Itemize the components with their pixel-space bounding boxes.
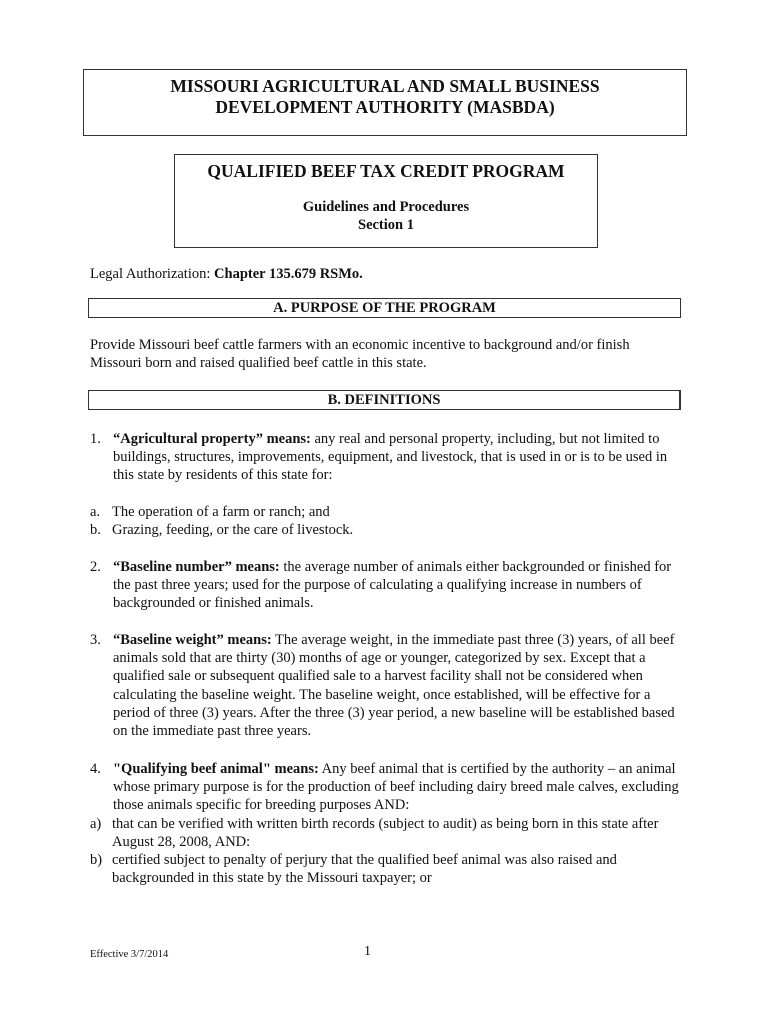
program-title-box	[174, 154, 598, 248]
definition-number: 1.	[90, 431, 101, 447]
organization-header-box	[83, 69, 687, 136]
organization-name-line2: DEVELOPMENT AUTHORITY (MASBDA)	[215, 97, 555, 117]
definition-item-4	[90, 760, 690, 815]
definition-1-sub-b	[90, 521, 680, 539]
definition-text: any real and personal property, including, but not limited to buildings, structures, improvements, equipment, and livestock, that is used in or is to be used in this state by residents of this state for:	[113, 431, 668, 484]
sub-item-label: a.	[90, 504, 101, 520]
definition-term: “Baseline number” means:	[113, 559, 280, 575]
legal-authorization-label: Legal Authorization:	[90, 266, 215, 282]
program-title: QUALIFIED BEEF TAX CREDIT PROGRAM	[207, 161, 565, 181]
definition-term: “Agricultural property” means:	[113, 431, 311, 447]
legal-authorization-value: Chapter 135.679 RSMo.	[214, 266, 363, 282]
definition-term: “Baseline weight” means:	[113, 632, 272, 648]
section-a-heading: A. PURPOSE OF THE PROGRAM	[88, 298, 681, 318]
definition-1-sub-a	[90, 503, 680, 521]
sub-item-label: b)	[90, 852, 103, 868]
organization-name-line1: MISSOURI AGRICULTURAL AND SMALL BUSINESS	[170, 76, 600, 96]
definition-number: 2.	[90, 559, 101, 575]
program-subtitle: Guidelines and Procedures	[302, 199, 470, 215]
sub-item-text: that can be verified with written birth records (subject to audit) as being born in this state after August 28, 2008, AND:	[112, 816, 659, 851]
definition-item-2	[90, 558, 690, 613]
effective-date: Effective 3/7/2014	[90, 949, 169, 960]
sub-item-text: certified subject to penalty of perjury that the qualified beef animal was also raised and backgrounded in this state by the Missouri taxpayer; or	[112, 852, 617, 887]
program-section-label: Section 1	[358, 217, 414, 233]
definition-text: The average weight, in the immediate past three (3) years, of all beef animals sold that are thirty (30) months of age or younger, categorized by sex. Except that a qualified sale or subsequent qualified sale to a harvest facility shall not be considered when calculating the baseline weight. The baseline weight, once established, will be effective for a period of three (3) years. After the three (3) year period, a new baseline will be established based on the immediate past three years.	[113, 632, 675, 740]
definition-4-sub-b	[90, 851, 690, 887]
section-a-text: Provide Missouri beef cattle farmers with an economic incentive to background and/or finish Missouri born and raised qualified beef cattle in this state.	[90, 337, 630, 372]
legal-authorization	[90, 265, 363, 283]
definition-text: the average number of animals either backgrounded or finished for the past three years; used for the purpose of calculating a qualifying increase in numbers of backgrounded or finished animals.	[113, 559, 672, 612]
definition-item-1	[90, 430, 690, 485]
section-b-heading: B. DEFINITIONS	[88, 390, 681, 410]
sub-item-text: Grazing, feeding, or the care of livestock.	[112, 522, 354, 538]
definition-text: Any beef animal that is certified by the authority – an animal whose primary purpose is for the production of beef including dairy breed male calves, excluding those animals specific for breeding purposes AND:	[113, 761, 679, 814]
definition-item-3	[90, 631, 690, 740]
sub-item-label: a)	[90, 816, 102, 832]
sub-item-label: b.	[90, 522, 101, 538]
page-number: 1	[364, 944, 371, 959]
definition-number: 4.	[90, 761, 101, 777]
sub-item-text: The operation of a farm or ranch; and	[112, 504, 330, 520]
definition-number: 3.	[90, 632, 101, 648]
definition-4-sub-a	[90, 815, 690, 851]
definition-term: "Qualifying beef animal" means:	[113, 761, 319, 777]
